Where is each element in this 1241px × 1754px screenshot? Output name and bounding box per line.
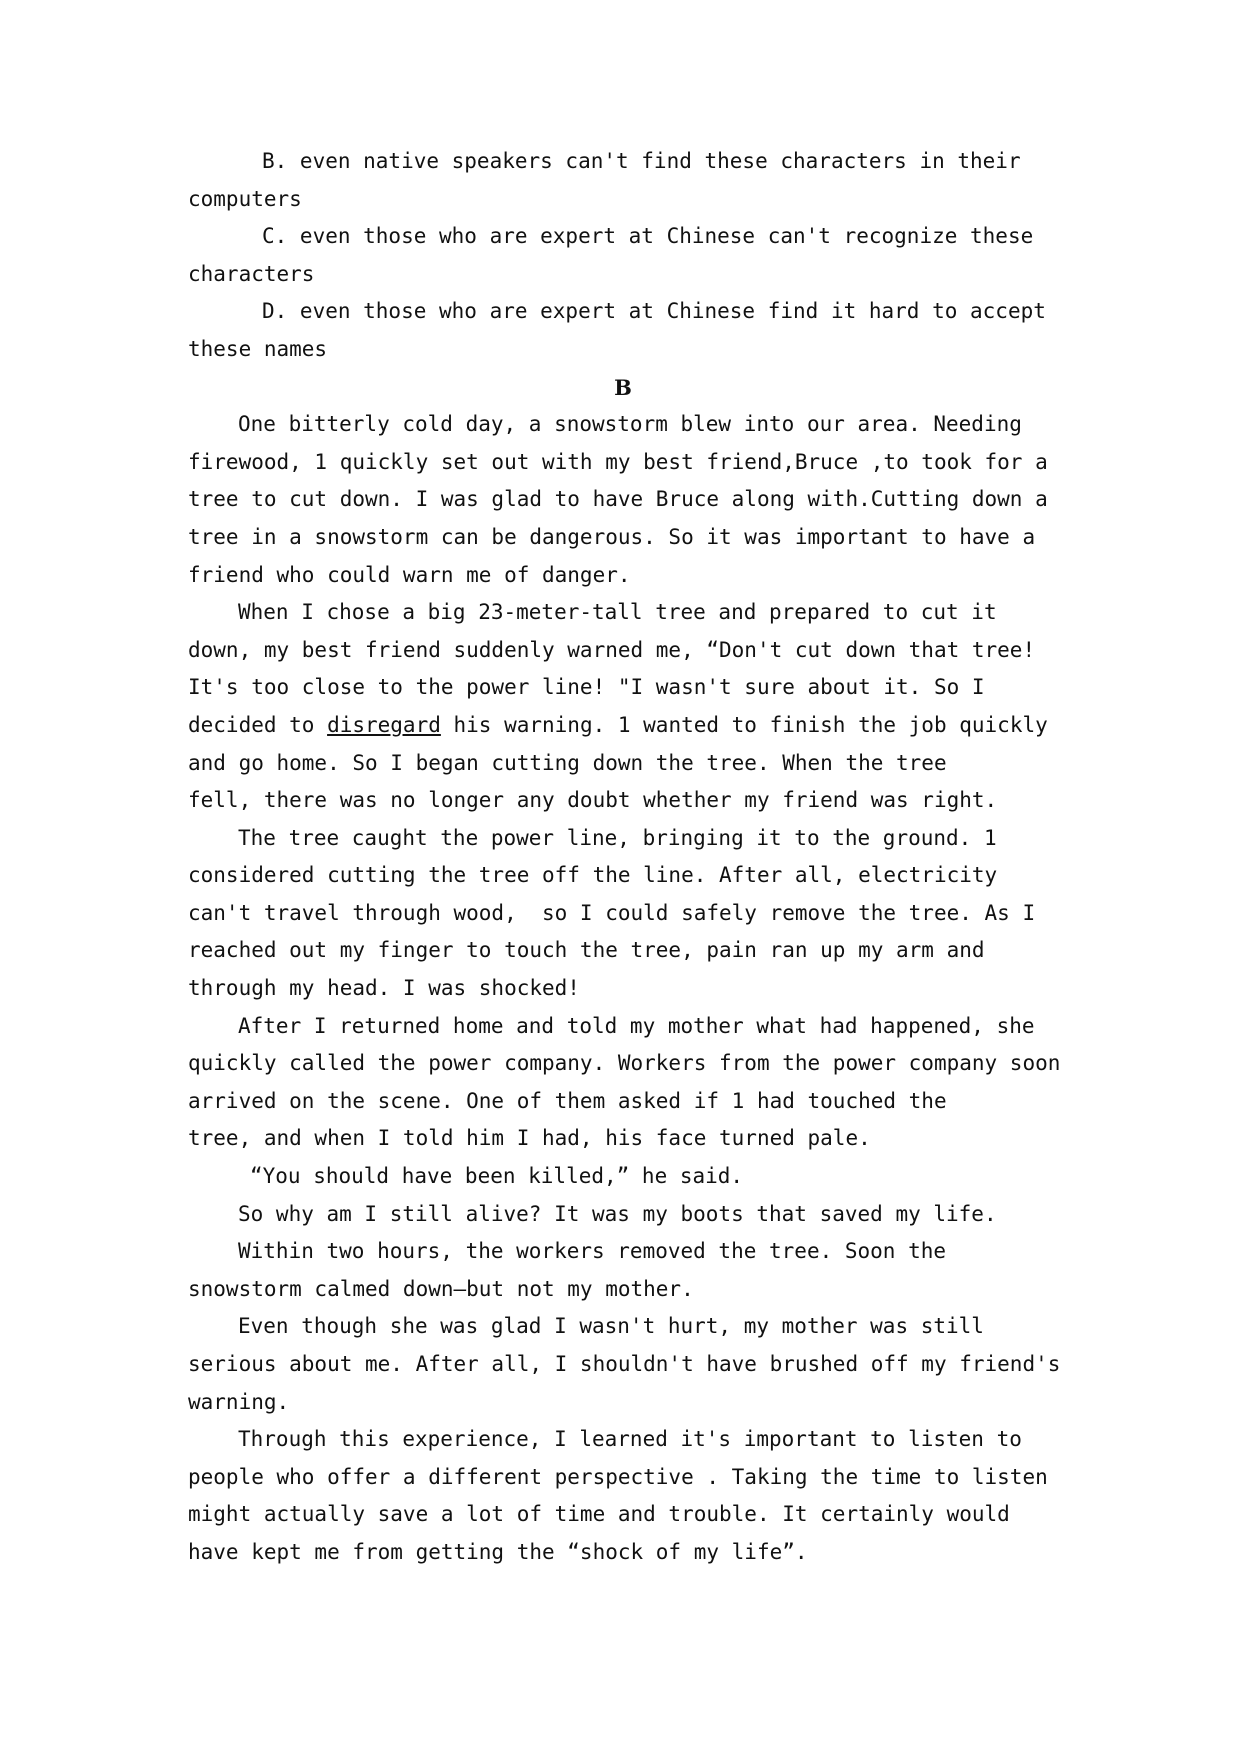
paragraph-line: serious about me. After all, I shouldn't have brushed off my friend's <box>188 1352 1061 1376</box>
option-text-line: D. even those who are expert at Chinese find it hard to accept <box>262 299 1046 324</box>
section-heading: B <box>614 374 632 400</box>
paragraph-line: When I chose a big 23-meter-tall tree and prepared to cut it <box>238 600 997 625</box>
paragraph-line: down, my best friend suddenly warned me, “Don't cut down that tree! <box>188 637 1036 662</box>
option-text-line: computers <box>188 186 302 211</box>
paragraph-line: One bitterly cold day, a snowstorm blew into our area. Needing <box>238 412 1022 437</box>
option-text-line: these names <box>188 336 328 361</box>
answer-option-d <box>188 293 1058 368</box>
paragraph-line: Through this experience, I learned it's important to listen to <box>238 1427 1022 1452</box>
paragraph-line: firewood, 1 quickly set out with my best friend,Bruce ,to took for a <box>188 449 1048 474</box>
answer-option-c <box>188 218 1058 293</box>
paragraph-8 <box>188 1308 1061 1421</box>
paragraph-line <box>188 707 1058 745</box>
paragraph-1 <box>188 406 1058 594</box>
paragraph-2 <box>188 594 1058 820</box>
paragraph-line: arrived on the scene. One of them asked if 1 had touched the <box>188 1088 947 1113</box>
paragraph-line: reached out my finger to touch the tree, pain ran up my arm and <box>188 938 985 963</box>
paragraph-6: So why am I still alive? It was my boots that saved my life. <box>238 1201 997 1226</box>
option-text-line: B. even native speakers can't find these characters in their <box>262 149 1021 173</box>
paragraph-line: can't travel through wood, so I could safely remove the tree. As I <box>188 900 1036 925</box>
answer-option-b <box>188 143 1058 218</box>
paragraph-line: might actually save a lot of time and trouble. It certainly would <box>188 1502 1010 1527</box>
paragraph-line: considered cutting the tree off the line. After all, electricity <box>188 863 998 888</box>
paragraph-line: tree to cut down. I was glad to have Bruce along with.Cutting down a <box>188 487 1048 512</box>
paragraph-line: Even though she was glad I wasn't hurt, my mother was still <box>238 1314 984 1339</box>
option-text-line: characters <box>188 261 315 286</box>
paragraph-line: tree in a snowstorm can be dangerous. So it was important to have a <box>188 524 1036 549</box>
paragraph-line: Within two hours, the workers removed the tree. Soon the <box>238 1239 947 1264</box>
paragraph-line: It's too close to the power line! "I wasn't sure about it. So I <box>188 675 985 700</box>
paragraph-4 <box>188 1008 1061 1158</box>
paragraph-7 <box>188 1233 1058 1308</box>
option-text-line: C. even those who are expert at Chinese can't recognize these <box>262 224 1034 249</box>
paragraph-line: The tree caught the power line, bringing it to the ground. 1 <box>238 825 997 850</box>
paragraph-line: snowstorm calmed down—but not my mother. <box>188 1276 694 1301</box>
paragraph-line: people who offer a different perspective . Taking the time to listen <box>188 1464 1048 1489</box>
document-page <box>188 143 1061 1572</box>
underlined-word: disregard <box>327 712 441 737</box>
text-segment: his warning. 1 wanted to finish the job quickly <box>440 712 1048 737</box>
paragraph-line: and go home. So I began cutting down the tree. When the tree <box>188 750 947 775</box>
paragraph-line: quickly called the power company. Workers from the power company soon <box>188 1051 1061 1076</box>
text-segment: decided to <box>188 712 328 737</box>
paragraph-line: tree, and when I told him I had, his face turned pale. <box>188 1126 871 1151</box>
paragraph-5-quote: “You should have been killed,” he said. <box>250 1164 744 1189</box>
paragraph-line: friend who could warn me of danger. <box>188 562 631 587</box>
paragraph-line: After I returned home and told my mother what had happened, she <box>238 1013 1035 1038</box>
paragraph-9 <box>188 1421 1058 1571</box>
paragraph-line: through my head. I was shocked! <box>188 976 580 1001</box>
paragraph-line: have kept me from getting the “shock of my life”. <box>188 1539 808 1564</box>
paragraph-line: fell, there was no longer any doubt whether my friend was right. <box>188 788 998 813</box>
paragraph-3 <box>188 820 1058 1008</box>
paragraph-line: warning. <box>188 1389 290 1414</box>
